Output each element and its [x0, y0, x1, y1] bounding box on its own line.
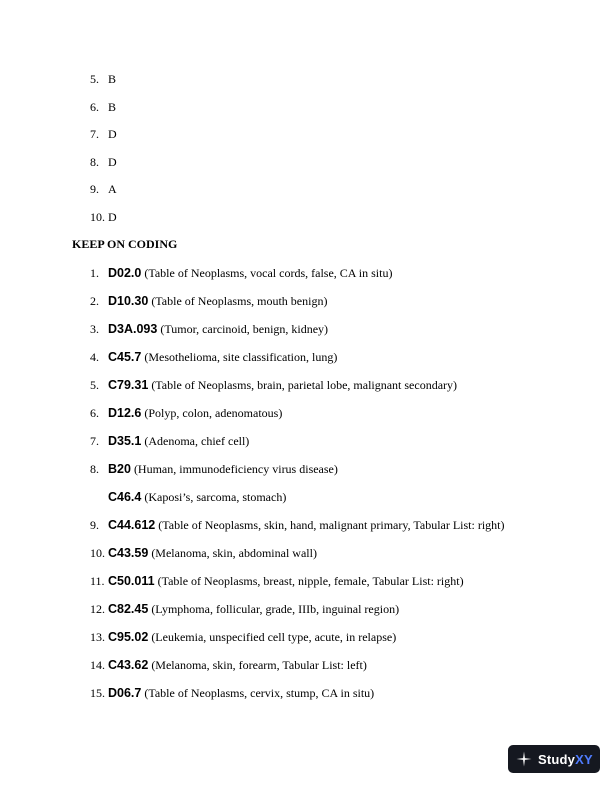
icd-code: D3A.093 [108, 322, 158, 336]
icd-code: C79.31 [108, 378, 149, 392]
icd-code: C43.59 [108, 546, 149, 560]
brand-accent: XY [575, 751, 593, 767]
item-number: 7. [90, 434, 99, 448]
item-number: 8. [90, 462, 99, 476]
answer-letter: A [108, 182, 117, 196]
answer-letter: D [108, 210, 117, 224]
icd-code: D02.0 [108, 266, 142, 280]
icd-code: C46.4 [108, 490, 142, 504]
answer-item [90, 72, 116, 86]
icd-code: C44.612 [108, 518, 156, 532]
coding-item [90, 350, 337, 364]
answer-item [90, 182, 117, 196]
item-number: 3. [90, 322, 99, 336]
icd-code: D10.30 [108, 294, 149, 308]
answer-item [90, 127, 117, 141]
section-heading: KEEP ON CODING [72, 237, 178, 251]
code-description: (Table of Neoplasms, vocal cords, false, CA in situ) [144, 266, 393, 280]
answer-letter: D [108, 155, 117, 169]
coding-item [90, 378, 457, 392]
icd-code: C50.011 [108, 574, 155, 588]
item-number: 9. [90, 518, 99, 532]
answer-letter: B [108, 100, 117, 114]
icd-code: C43.62 [108, 658, 149, 672]
answer-item [90, 155, 117, 169]
code-description: (Tumor, carcinoid, benign, kidney) [160, 322, 329, 336]
code-description: (Human, immunodeficiency virus disease) [133, 462, 338, 476]
coding-item [90, 266, 392, 280]
answer-number: 8. [90, 155, 99, 169]
item-number: 11. [90, 574, 105, 588]
coding-item [90, 630, 396, 644]
studyxy-badge[interactable] [508, 745, 600, 773]
sparkle-plus-icon [516, 751, 532, 767]
coding-item [90, 294, 327, 308]
icd-code: C82.45 [108, 602, 149, 616]
coding-item [90, 518, 505, 532]
code-description: (Table of Neoplasms, breast, nipple, female, Tabular List: right) [157, 574, 464, 588]
item-number: 2. [90, 294, 99, 308]
item-number: 10. [90, 546, 105, 560]
icd-code: D35.1 [108, 434, 142, 448]
coding-item [90, 322, 328, 336]
code-description: (Leukemia, unspecified cell type, acute, in relapse) [151, 630, 397, 644]
coding-subitem [108, 490, 286, 504]
item-number: 1. [90, 266, 99, 280]
code-description: (Melanoma, skin, forearm, Tabular List: left) [151, 658, 367, 672]
code-description: (Adenoma, chief cell) [144, 434, 250, 448]
coding-item [90, 658, 367, 672]
code-description: (Table of Neoplasms, skin, hand, malignant primary, Tabular List: right) [158, 518, 505, 532]
code-description: (Table of Neoplasms, mouth benign) [151, 294, 328, 308]
icd-code: D12.6 [108, 406, 142, 420]
item-number: 5. [90, 378, 99, 392]
answer-number: 7. [90, 127, 99, 141]
coding-item [90, 406, 282, 420]
item-number: 12. [90, 602, 105, 616]
answer-number: 5. [90, 72, 99, 86]
answer-letter: B [108, 72, 117, 86]
icd-code: C95.02 [108, 630, 149, 644]
item-number: 15. [90, 686, 105, 700]
code-description: (Lymphoma, follicular, grade, IIIb, inguinal region) [151, 602, 400, 616]
code-description: (Melanoma, skin, abdominal wall) [151, 546, 317, 560]
item-number: 13. [90, 630, 105, 644]
item-number: 6. [90, 406, 99, 420]
coding-item [90, 574, 464, 588]
coding-item [90, 686, 374, 700]
code-description: (Table of Neoplasms, cervix, stump, CA in situ) [144, 686, 375, 700]
item-number: 4. [90, 350, 99, 364]
icd-code: D06.7 [108, 686, 142, 700]
code-description: (Table of Neoplasms, brain, parietal lobe, malignant secondary) [151, 378, 458, 392]
item-number: 14. [90, 658, 105, 672]
answer-number: 6. [90, 100, 99, 114]
brand-name [538, 752, 593, 767]
answer-letter: D [108, 127, 117, 141]
icd-code: B20 [108, 462, 131, 476]
coding-item [90, 462, 338, 476]
answer-item [90, 210, 117, 224]
brand-main: Study [538, 751, 576, 767]
coding-item [90, 602, 399, 616]
answer-number: 10. [90, 210, 105, 224]
code-description: (Mesothelioma, site classification, lung) [144, 350, 338, 364]
answer-item [90, 100, 116, 114]
answer-number: 9. [90, 182, 99, 196]
code-description: (Kaposi’s, sarcoma, stomach) [144, 490, 287, 504]
icd-code: C45.7 [108, 350, 142, 364]
code-description: (Polyp, colon, adenomatous) [144, 406, 283, 420]
coding-item [90, 546, 317, 560]
coding-item [90, 434, 249, 448]
